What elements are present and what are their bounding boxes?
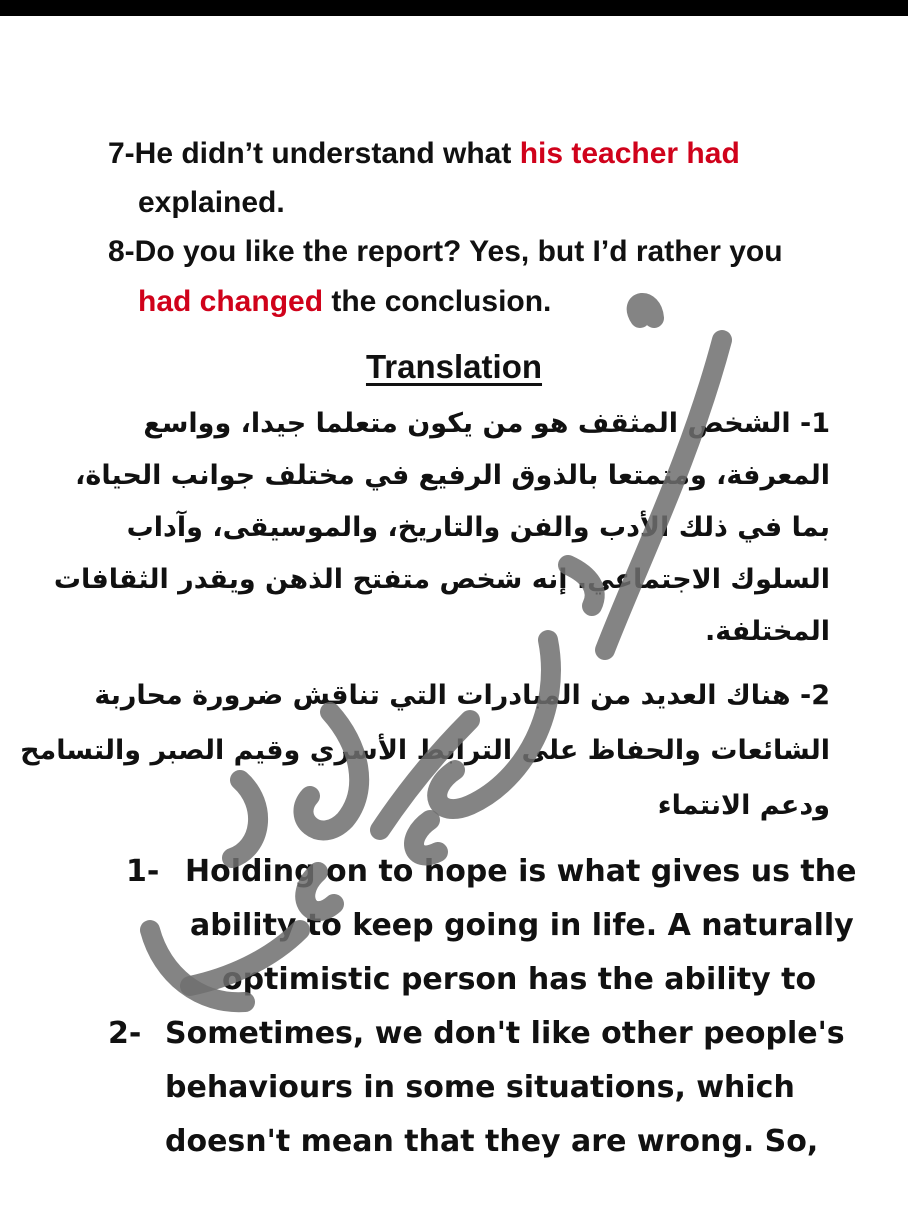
- english-item2-number: 2-: [108, 1016, 142, 1051]
- arabic-p1-line4: السلوك الاجتماعي. إنه شخص متفتح الذهن ويقدر الثقافات: [53, 564, 830, 595]
- english-item1-line2: ability to keep going in life. A naturally: [190, 908, 854, 943]
- watermark-stroke-1: [605, 340, 722, 650]
- sentence-8-line1: 8-Do you like the report? Yes, but I’d rather you: [108, 235, 783, 268]
- arabic-p1-line2: المعرفة، ومتمتعا بالذوق الرفيع في مختلف جوانب الحياة،: [75, 460, 830, 491]
- watermark-stroke-2: [637, 303, 654, 318]
- english-item1-line1: Holding on to hope is what gives us the: [185, 854, 857, 889]
- english-item2-line3: doesn't mean that they are wrong. So,: [165, 1124, 819, 1159]
- sentence-7-prefix: 7-He didn’t understand what: [108, 137, 520, 170]
- arabic-p1-line1: 1- الشخص المثقف هو من يكون متعلما جيدا، وواسع: [143, 408, 830, 439]
- english-item1-number: 1-: [126, 854, 160, 889]
- arabic-p1-line3: بما في ذلك الأدب والفن والتاريخ، والموسيقى، وآداب: [126, 512, 830, 543]
- arabic-p2-line3: ودعم الانتماء: [657, 790, 830, 821]
- watermark-stroke-6: [303, 712, 359, 830]
- translation-heading: [0, 348, 908, 386]
- sentence-8-line2: [138, 284, 551, 320]
- arabic-p2-line2: الشائعات والحفاظ على الترابط الأسري وقيم الصبر والتسامح: [20, 735, 830, 766]
- sentence-7-highlight: his teacher had: [519, 137, 740, 170]
- translation-heading-text: Translation: [365, 348, 543, 385]
- watermark-stroke-4: [437, 640, 551, 809]
- sentence-7-line1: [108, 136, 740, 172]
- watermark-stroke-7: [232, 780, 258, 858]
- english-item2-line2: behaviours in some situations, which: [165, 1070, 795, 1105]
- english-item1-line3: optimistic person has the ability to: [222, 962, 817, 997]
- sentence-8-highlight: had changed: [138, 285, 324, 318]
- english-item2-line1: Sometimes, we don't like other people's: [165, 1016, 845, 1051]
- arabic-p2-line1: 2- هناك العديد من المبادرات التي تناقش ضرورة محاربة: [94, 680, 830, 711]
- sentence-7-line2: explained.: [138, 186, 285, 219]
- arabic-p1-line5: المختلفة.: [704, 616, 830, 647]
- sentence-8-suffix: the conclusion.: [323, 285, 552, 318]
- top-black-bar: [0, 0, 908, 16]
- watermark-stroke-8: [414, 820, 438, 855]
